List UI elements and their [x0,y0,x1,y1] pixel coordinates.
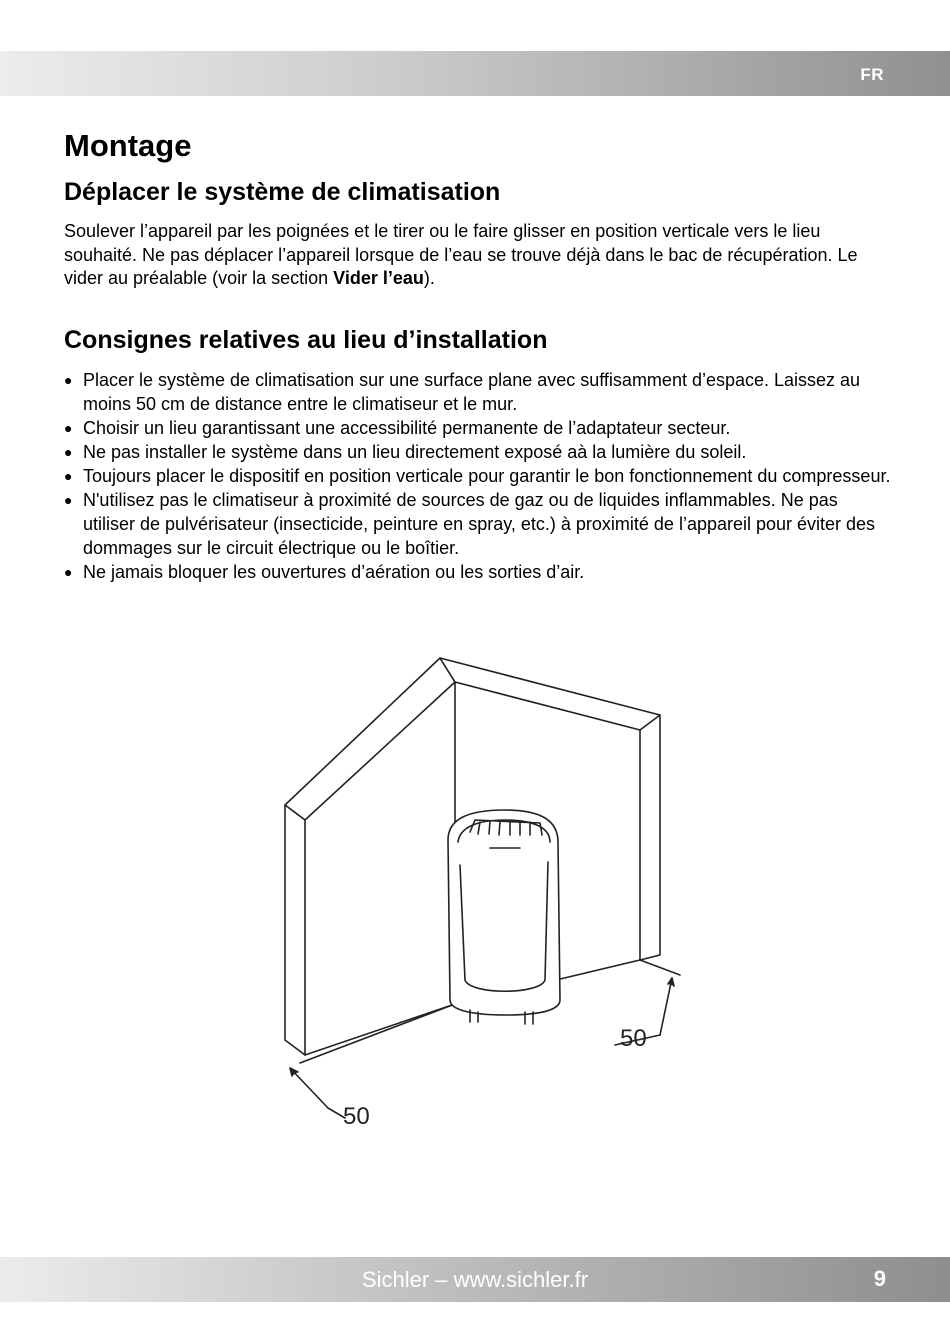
bullet-icon: ● [64,444,73,460]
air-conditioner-illustration [448,810,560,1024]
bullet-icon: ● [64,564,73,580]
bullet-icon: ● [64,468,73,484]
section-heading-location: Consignes relatives au lieu d’installation [64,326,548,354]
list-item: ● Placer le système de climatisation sur une surface plane avec suffisamment d’espace. Laissez au moins 50 cm de distance entre le climatiseur et le mur. [64,370,861,414]
moving-paragraph: Soulever l’appareil par les poignées et le tirer ou le faire glisser en position verticale vers le lieu souhaité. Ne pas déplacer l’appareil lorsque de l’eau se trouve déjà dans le bac de récupération. Le vider au préalable (voir la section Vider l’eau). [64,221,858,288]
installation-rules-list [64,368,894,584]
dimension-label-right: 50 [620,1025,647,1052]
list-item: ● N'utilisez pas le climatiseur à proximité de sources de gaz ou de liquides inflammables. Ne pas utiliser de pulvérisateur (insecticide, peinture en spray, etc.) à proximité de l’appareil pour éviter des dommages sur le circuit électrique ou le boîtier. [64,490,876,558]
page-title: Montage [64,128,192,163]
dimension-left [290,1068,345,1118]
installation-diagram [270,650,690,1140]
bullet-icon: ● [64,372,73,388]
dimension-label-left: 50 [343,1103,370,1130]
bullet-icon: ● [64,492,73,508]
left-wall [285,658,455,1055]
header-band [0,51,950,96]
footer-brand-url: Sichler – www.sichler.fr [361,1267,589,1292]
list-item: ● Toujours placer le dispositif en position verticale pour garantir le bon fonctionnement du compresseur. [64,466,891,486]
list-item: ● Choisir un lieu garantissant une accessibilité permanente de l’adaptateur secteur. [64,418,731,438]
language-label: FR [860,65,884,84]
bullet-icon: ● [64,420,73,436]
page-number: 9 [873,1266,886,1291]
list-item: ● Ne pas installer le système dans un lieu directement exposé aà la lumière du soleil. [64,442,747,462]
list-item: ● Ne jamais bloquer les ouvertures d’aération ou les sorties d’air. [64,562,585,582]
section-heading-moving: Déplacer le système de climatisation [64,178,501,206]
section-reference: Vider l’eau [333,268,424,288]
footer-band [0,1257,950,1302]
